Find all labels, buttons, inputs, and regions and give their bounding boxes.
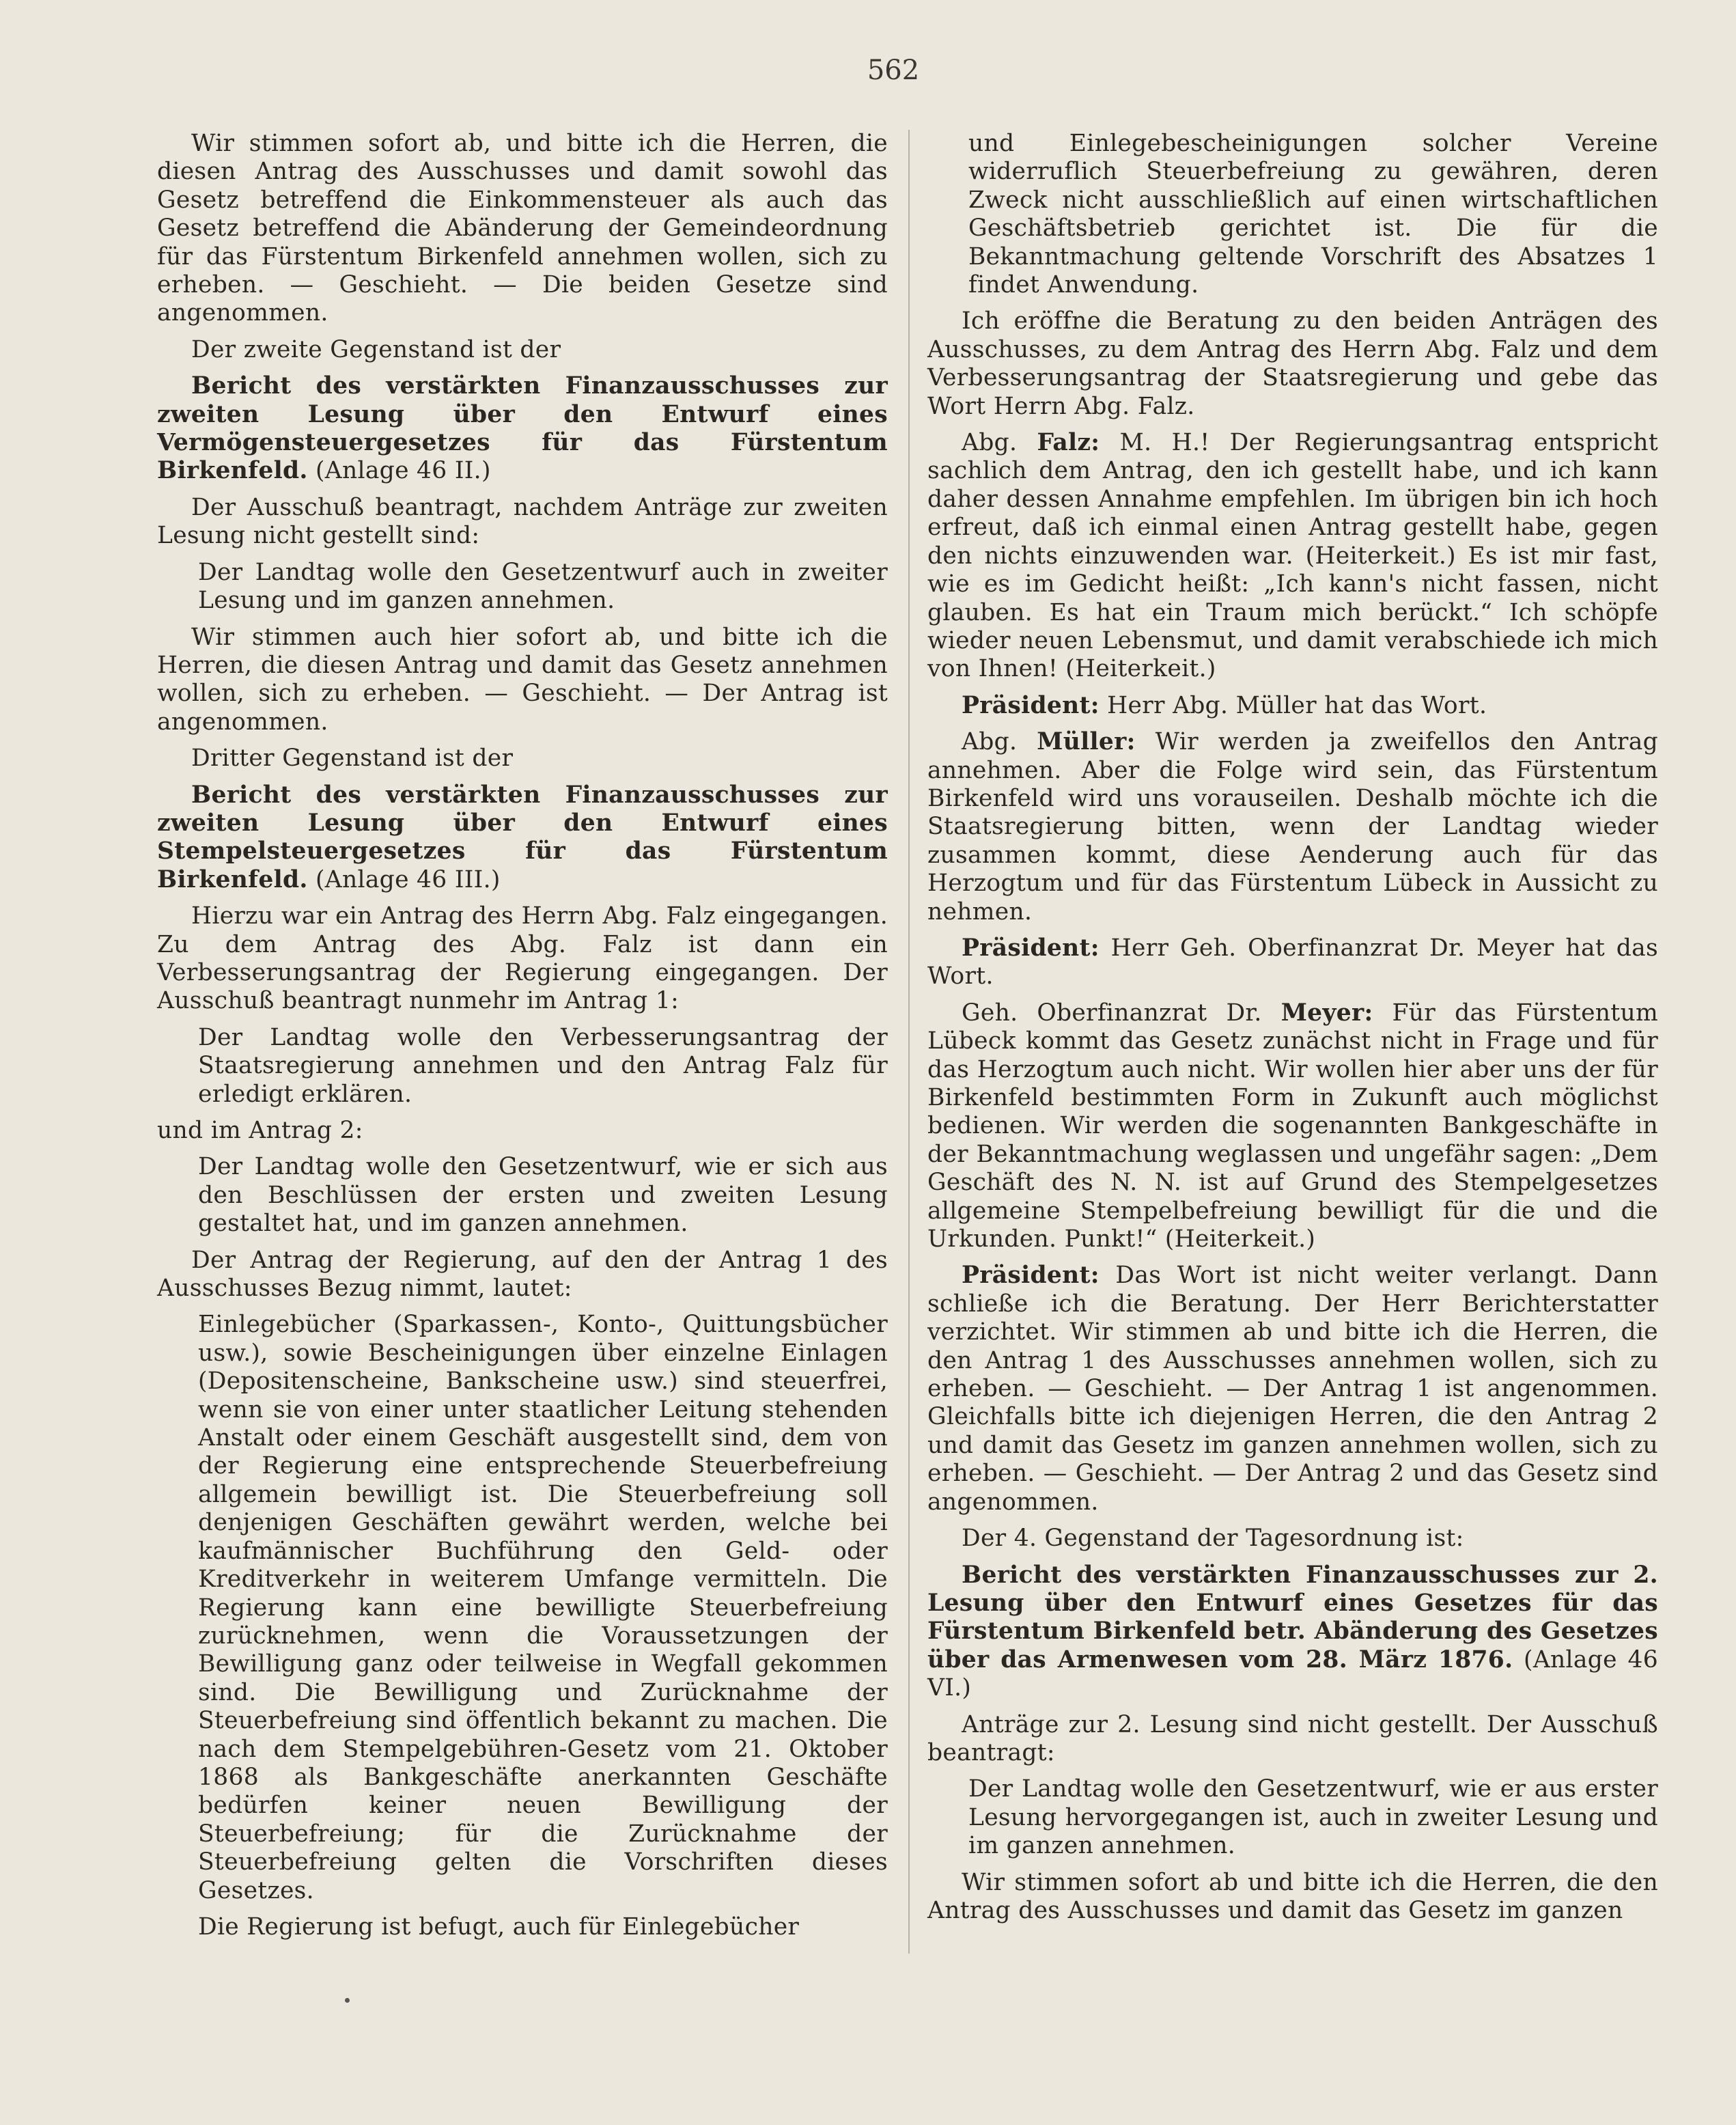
left-column-paragraph xyxy=(198,1153,888,1238)
speaker-name: Meyer: xyxy=(1280,999,1373,1027)
left-column-paragraph xyxy=(157,130,888,328)
right-column-paragraph xyxy=(927,1561,1658,1703)
right-column-paragraph xyxy=(968,1775,1658,1860)
left-column-paragraph xyxy=(157,1247,888,1303)
left-column-paragraph xyxy=(157,372,888,486)
ink-speck xyxy=(345,1998,350,2003)
left-column-paragraph xyxy=(157,624,888,737)
paragraph-text: Der Antrag der Regierung, auf den der Antrag 1 des Ausschusses Bezug nimmt, lautet: xyxy=(157,1246,888,1303)
paragraph-text: Der Landtag wolle den Verbesserungsantrag der Staatsregierung annehmen und den Antrag Falz für erledigt erklären. xyxy=(198,1023,888,1108)
paragraph-text: Wir werden ja zweifellos den Antrag annehmen. Aber die Folge wird sein, das Fürstentum Birkenfeld wird uns vorauseilen. Deshalb möchte ich die Staatsregierung bitten, wenn der Landtag wieder zusammen kommt, diese Aenderung auch für das Herzogtum und für das Fürstentum Lübeck in Aussicht zu nehmen. xyxy=(927,728,1658,926)
right-column-paragraph xyxy=(927,429,1658,684)
paragraph-text: Der Landtag wolle den Gesetzentwurf auch in zweiter Lesung und im ganzen annehmen. xyxy=(198,558,888,615)
paragraph-text: (Anlage 46 III.) xyxy=(307,865,501,893)
left-column-paragraph xyxy=(157,494,888,551)
paragraph-text: Herr Abg. Müller hat das Wort. xyxy=(1099,691,1487,719)
paragraph-text: M. H.! Der Regierungsantrag entspricht sachlich dem Antrag, den ich gestellt habe, und ich kann daher dessen Annahme empfehlen. Im übrigen bin ich hoch erfreut, daß ich einmal einen Antrag gestellt habe, gegen den nichts einzuwenden war. (Heiterkeit.) Es ist mir fast, wie es im Gedicht heißt: „Ich kann's nicht fassen, nicht glauben. Es hat ein Traum mich berückt.“ Ich schöpfe wieder neuen Lebensmut, und damit verabschiede ich mich von Ihnen! (Heiterkeit.) xyxy=(927,429,1658,683)
agenda-heading: Bericht des verstärkten Finanzausschusses zur zweiten Lesung über den Entwurf eines Stempelsteuergesetzes für das Fürstentum Birkenfeld. xyxy=(157,781,888,893)
right-column-paragraph xyxy=(927,1869,1658,1926)
right-column-paragraph xyxy=(927,692,1658,720)
right-column-paragraph xyxy=(927,1262,1658,1516)
left-column-paragraph xyxy=(198,1311,888,1905)
paragraph-text: Der 4. Gegenstand der Tagesordnung ist: xyxy=(962,1525,1464,1553)
speaker-name: Präsident: xyxy=(962,1262,1100,1290)
paragraph-text: Der zweite Gegenstand ist der xyxy=(191,335,561,363)
speaker-prefix: Abg. xyxy=(962,728,1037,756)
column-divider xyxy=(908,130,910,1954)
paragraph-text: Für das Fürstentum Lübeck kommt das Gesetz zunächst nicht in Frage und für das Herzogtum auch nicht. Wir wollen hier aber uns der für Birkenfeld bestimmten Form in Zukunft auch möglichst bedienen. Wir werden die sogenannten Bankgeschäfte in der Bekanntmachung weglassen und ungefähr sagen: „Dem Geschäft des N. N. ist auf Grund des Stempelgesetzes allgemeine Stempelbefreiung bewilligt für die und die Urkunden. Punkt!“ (Heiterkeit.) xyxy=(927,999,1659,1253)
page-number: 562 xyxy=(867,55,920,86)
right-column-paragraph xyxy=(968,130,1658,299)
left-column xyxy=(157,130,888,1949)
left-column-paragraph xyxy=(157,745,888,773)
left-column-paragraph xyxy=(157,902,888,1016)
paragraph-text: Herr Geh. Oberfinanzrat Dr. Meyer hat das Wort. xyxy=(927,934,1658,990)
paragraph-text: Die Regierung ist befugt, auch für Einlegebücher xyxy=(198,1913,800,1941)
left-column-paragraph xyxy=(157,336,888,364)
paragraph-text: Einlegebücher (Sparkassen-, Konto-, Quittungsbücher usw.), sowie Bescheinigungen über einzelne Einlagen (Depositenscheine, Bankscheine usw.) sind steuerfrei, wenn sie von einer unter staatlicher Leitung stehenden Anstalt oder einem Geschäft ausgestellt sind, dem von der Regierung eine entsprechende Steuerbefreiung allgemein bewilligt ist. Die Steuerbefreiung soll denjenigen Geschäften gewährt werden, welche bei kaufmännischer Buchführung den Geld- oder Kreditverkehr in weiterem Umfange vermitteln. Die Regierung kann eine bewilligte Steuerbefreiung zurücknehmen, wenn die Voraussetzungen der Bewilligung ganz oder teilweise in Wegfall gekommen sind. Die Bewilligung und Zurücknahme der Steuerbefreiung sind öffentlich bekannt zu machen. Die nach dem Stempelgebühren-Gesetz vom 21. Oktober 1868 als Bankgeschäfte anerkannten Geschäfte bedürfen keiner neuen Bewilligung der Steuerbefreiung; für die Zurücknahme der Steuerbefreiung gelten die Vorschriften dieses Gesetzes. xyxy=(198,1311,888,1904)
right-column-paragraph xyxy=(927,999,1658,1254)
paragraph-text: Anträge zur 2. Lesung sind nicht gestellt. Der Ausschuß beantragt: xyxy=(927,1710,1658,1766)
speaker-name: Falz: xyxy=(1037,429,1100,457)
left-column-paragraph xyxy=(157,1117,888,1145)
paragraph-text: Ich eröffne die Beratung zu den beiden Anträgen des Ausschusses, zu dem Antrag des Herrn Abg. Falz und dem Verbesserungsantrag der Staatsregierung und gebe das Wort Herrn Abg. Falz. xyxy=(927,307,1658,420)
speaker-prefix: Abg. xyxy=(962,429,1037,457)
speaker-name: Müller: xyxy=(1037,728,1136,756)
right-column-paragraph xyxy=(927,1525,1658,1553)
paragraph-text: Hierzu war ein Antrag des Herrn Abg. Falz eingegangen. Zu dem Antrag des Abg. Falz ist dann ein Verbesserungsantrag der Regierung eingegangen. Der Ausschuß beantragt nunmehr im Antrag 1: xyxy=(157,902,888,1015)
speaker-prefix: Geh. Oberfinanzrat Dr. xyxy=(962,999,1281,1027)
paragraph-text: (Anlage 46 VI.) xyxy=(927,1645,1658,1702)
paragraph-text: Dritter Gegenstand ist der xyxy=(191,745,514,773)
paragraph-text: Das Wort ist nicht weiter verlangt. Dann schließe ich die Beratung. Der Herr Berichterstatter verzichtet. Wir stimmen ab und bitte ich die Herren, die den Antrag 1 des Ausschusses annehmen wollen, sich zu erheben. — Geschieht. — Der Antrag 1 ist angenommen. Gleichfalls bitte ich diejenigen Herren, die den Antrag 2 und damit das Gesetz im ganzen annehmen wollen, sich zu erheben. — Geschieht. — Der Antrag 2 und das Gesetz sind angenommen. xyxy=(927,1262,1658,1516)
speaker-name: Präsident: xyxy=(962,934,1100,962)
paragraph-text: Wir stimmen sofort ab und bitte ich die Herren, die den Antrag des Ausschusses und damit das Gesetz im ganzen xyxy=(927,1868,1658,1924)
paragraph-text: Wir stimmen sofort ab, und bitte ich die Herren, die diesen Antrag des Ausschusses und damit sowohl das Gesetz betreffend die Einkommensteuer als auch das Gesetz betreffend die Abänderung der Gemeindeordnung für das Fürstentum Birkenfeld annehmen wollen, sich zu erheben. — Geschieht. — Die beiden Gesetze sind angenommen. xyxy=(157,130,888,327)
agenda-heading: Bericht des verstärkten Finanzausschusses zur zweiten Lesung über den Entwurf eines Vermögensteuergesetzes für das Fürstentum Birkenfeld. xyxy=(157,372,888,485)
right-column-paragraph xyxy=(927,728,1658,926)
paragraph-text: und Einlegebescheinigungen solcher Vereine widerruflich Steuerbefreiung zu gewähren, deren Zweck nicht ausschließlich auf einen wirtschaftlichen Geschäftsbetrieb gerichtet ist. Die für die Bekanntmachung geltende Vorschrift des Absatzes 1 findet Anwendung. xyxy=(968,130,1658,299)
left-column-paragraph xyxy=(157,781,888,895)
paragraph-text: Der Landtag wolle den Gesetzentwurf, wie er sich aus den Beschlüssen der ersten und zweiten Lesung gestaltet hat, und im ganzen annehmen. xyxy=(198,1153,888,1238)
right-column-paragraph xyxy=(927,934,1658,991)
agenda-heading: Bericht des verstärkten Finanzausschusses zur 2. Lesung über den Entwurf eines Gesetzes für das Fürstentum Birkenfeld betr. Abänderung des Gesetzes über das Armenwesen vom 28. März 1876. xyxy=(927,1561,1658,1673)
right-column-paragraph xyxy=(927,1711,1658,1768)
speaker-name: Präsident: xyxy=(962,691,1100,719)
paragraph-text: Der Ausschuß beantragt, nachdem Anträge zur zweiten Lesung nicht gestellt sind: xyxy=(157,493,888,550)
paragraph-text: (Anlage 46 II.) xyxy=(307,457,491,485)
left-column-paragraph xyxy=(198,559,888,615)
paragraph-text: und im Antrag 2: xyxy=(157,1117,363,1144)
left-column-paragraph xyxy=(198,1024,888,1109)
right-column-paragraph xyxy=(927,307,1658,421)
paragraph-text: Wir stimmen auch hier sofort ab, und bitte ich die Herren, die diesen Antrag und damit das Gesetz annehmen wollen, sich zu erheben. — Geschieht. — Der Antrag ist angenommen. xyxy=(157,623,888,736)
right-column xyxy=(927,130,1658,1933)
left-column-paragraph xyxy=(198,1913,888,1941)
paragraph-text: Der Landtag wolle den Gesetzentwurf, wie er aus erster Lesung hervorgegangen ist, auch in zweiter Lesung und im ganzen annehmen. xyxy=(968,1775,1658,1860)
